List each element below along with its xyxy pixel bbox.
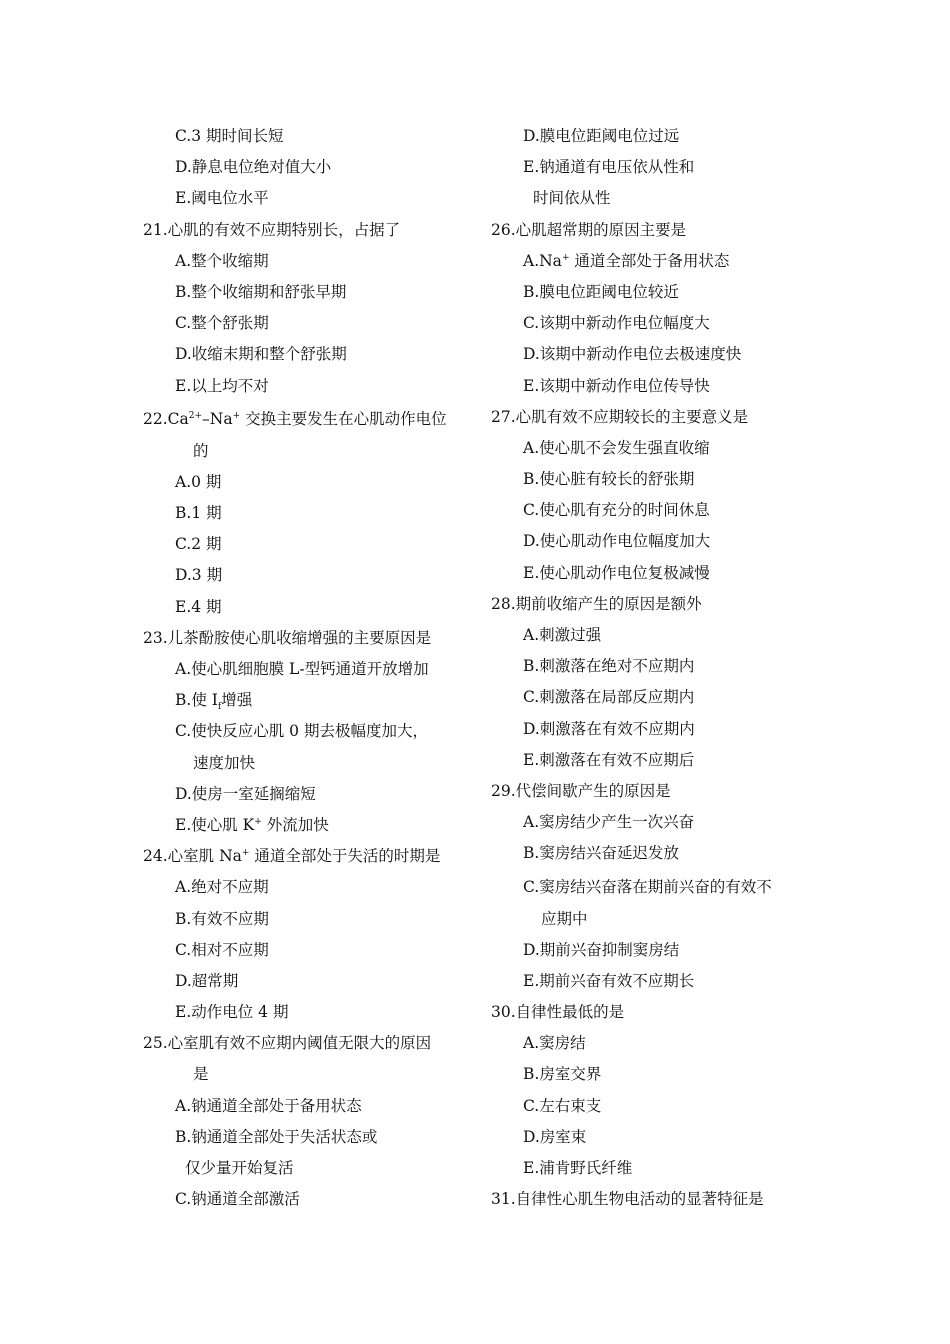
q30-stem: 30.自律性最低的是 — [491, 1003, 625, 1022]
q29-option-b: B.窦房结兴奋延迟发放 — [523, 844, 679, 863]
q21-stem: 21.心肌的有效不应期特别长，占据了 — [143, 220, 401, 239]
q25-option-b: B.钠通道全部处于失活状态或 — [175, 1127, 378, 1146]
q30-option-d: D.房室束 — [523, 1127, 587, 1146]
right-column — [491, 121, 821, 1215]
q22-option-a: A.0 期 — [175, 472, 222, 491]
q23-option-a: A.使心肌细胞膜 L-型钙通道开放增加 — [175, 660, 429, 678]
q23-option-b-post: 增强 — [221, 691, 253, 710]
q26-option-e: E.该期中新动作电位传导快 — [523, 376, 710, 395]
q23-option-e — [143, 810, 473, 841]
q28-option-e: E.刺激落在有效不应期后 — [523, 750, 695, 769]
q25-option-d: D.膜电位距阈电位过远 — [523, 127, 680, 145]
q21-option-b: B.整个收缩期和舒张早期 — [175, 282, 347, 301]
q24-option-c: C.相对不应期 — [175, 940, 269, 959]
q22-option-d: D.3 期 — [175, 566, 223, 585]
q27-option-d: D.使心肌动作电位幅度加大 — [523, 532, 711, 551]
q27-option-a: A.使心肌不会发生强直收缩 — [523, 438, 710, 457]
q24-option-a: A.绝对不应期 — [175, 878, 269, 897]
q27-stem: 27.心肌有效不应期较长的主要意义是 — [491, 407, 749, 426]
q27-option-b: B.使心脏有较长的舒张期 — [523, 470, 695, 489]
q24-option-e: E.动作电位 4 期 — [175, 1003, 289, 1022]
q22-option-c: C.2 期 — [175, 535, 222, 554]
q25-option-e-cont: 时间依从性 — [533, 189, 611, 208]
q22-ca: Ca — [167, 409, 189, 428]
q26-option-c: C.该期中新动作电位幅度大 — [523, 314, 710, 333]
q23-option-e-pre: E.使心肌 K — [175, 815, 255, 834]
q23-option-b — [143, 685, 473, 716]
q22-option-b: B.1 期 — [175, 504, 222, 523]
q29-option-a: A.窦房结少产生一次兴奋 — [523, 813, 695, 832]
q20-option-e: E.阈电位水平 — [175, 189, 269, 208]
q30-option-e: E.浦肯野氏纤维 — [523, 1159, 633, 1177]
q27-option-e: E.使心肌动作电位复极减慢 — [523, 563, 710, 582]
q28-option-b: B.刺激落在绝对不应期内 — [523, 657, 695, 676]
q30-option-a: A.窦房结 — [523, 1034, 586, 1053]
q30-option-b: B.房室交界 — [523, 1065, 602, 1084]
q24-stem — [143, 841, 473, 872]
q22-stem-cont: 的 — [193, 441, 209, 460]
q28-option-a: A.刺激过强 — [523, 626, 602, 644]
q30-option-c: C.左右束支 — [523, 1096, 602, 1115]
q23-stem: 23.儿茶酚胺使心肌收缩增强的主要原因是 — [143, 628, 432, 647]
q25-stem: 25.心室肌有效不应期内阈值无限大的原因 — [143, 1034, 432, 1053]
q29-stem: 29.代偿间歇产生的原因是 — [491, 781, 671, 800]
q24-stem-post: 通道全部处于失活的时期是 — [249, 847, 441, 866]
q27-option-c: C.使心肌有充分的时间休息 — [523, 501, 710, 520]
q29-option-c-cont: 应期中 — [541, 909, 588, 928]
q28-option-d: D.刺激落在有效不应期内 — [523, 719, 695, 738]
q20-option-c: C.3 期时间长短 — [175, 127, 284, 145]
q25-option-c: C.钠通道全部激活 — [175, 1190, 300, 1209]
q26-option-a-sup: + — [561, 252, 570, 263]
q29-option-e: E.期前兴奋有效不应期长 — [523, 971, 695, 990]
q23-option-e-post: 外流加快 — [261, 815, 329, 834]
q25-stem-cont: 是 — [193, 1065, 209, 1084]
q28-option-c: C.刺激落在局部反应期内 — [523, 688, 695, 707]
q22-stem — [143, 402, 473, 436]
q24-option-b: B.有效不应期 — [175, 909, 269, 928]
q25-option-a: A.钠通道全部处于备用状态 — [175, 1096, 362, 1115]
q20-option-d: D.静息电位绝对值大小 — [175, 158, 332, 177]
q26-option-d: D.该期中新动作电位去极速度快 — [523, 345, 742, 364]
q22-na-sup: + — [232, 410, 241, 421]
q31-stem: 31.自律性心肌生物电活动的显著特征是 — [491, 1190, 764, 1209]
q26-option-a — [491, 246, 821, 277]
q26-option-b: B.膜电位距阈电位较近 — [523, 282, 679, 301]
q23-option-c: C.使快反应心肌 0 期去极幅度加大， — [175, 722, 428, 741]
q22-number: 22. — [143, 409, 168, 428]
q22-stem-text: 交换主要发生在心肌动作电位 — [240, 409, 447, 428]
q21-option-e: E.以上均不对 — [175, 376, 269, 395]
q23-option-c-cont: 速度加快 — [193, 753, 256, 772]
q22-option-e: E.4 期 — [175, 597, 222, 616]
q21-option-c: C.整个舒张期 — [175, 314, 269, 333]
q26-option-a-post: 通道全部处于备用状态 — [569, 251, 730, 270]
q21-option-a: A.整个收缩期 — [175, 251, 269, 270]
q25-option-b-cont: 仅少量开始复活 — [185, 1159, 294, 1177]
left-column — [143, 121, 473, 1215]
q23-option-b-pre: B.使 I — [175, 691, 218, 710]
q29-option-d: D.期前兴奋抑制窦房结 — [523, 940, 680, 959]
q28-stem: 28.期前收缩产生的原因是额外 — [491, 594, 702, 613]
q22-ca-sup: 2+ — [188, 410, 203, 421]
q21-option-d: D.收缩末期和整个舒张期 — [175, 345, 347, 364]
q24-stem-sup: + — [241, 848, 250, 859]
q22-na: –Na — [202, 409, 233, 428]
q25-option-e: E.钠通道有电压依从性和 — [523, 158, 695, 177]
q23-option-e-sup: + — [254, 816, 262, 827]
q23-option-b-sub: f — [217, 702, 222, 713]
q26-stem: 26.心肌超常期的原因主要是 — [491, 220, 687, 239]
q24-option-d: D.超常期 — [175, 971, 239, 990]
q24-stem-pre: 24.心室肌 Na — [143, 847, 242, 866]
q29-option-c: C.窦房结兴奋落在期前兴奋的有效不 — [523, 877, 772, 896]
q26-option-a-pre: A.Na — [523, 251, 562, 270]
q23-option-d: D.使房一室延搁缩短 — [175, 784, 316, 803]
